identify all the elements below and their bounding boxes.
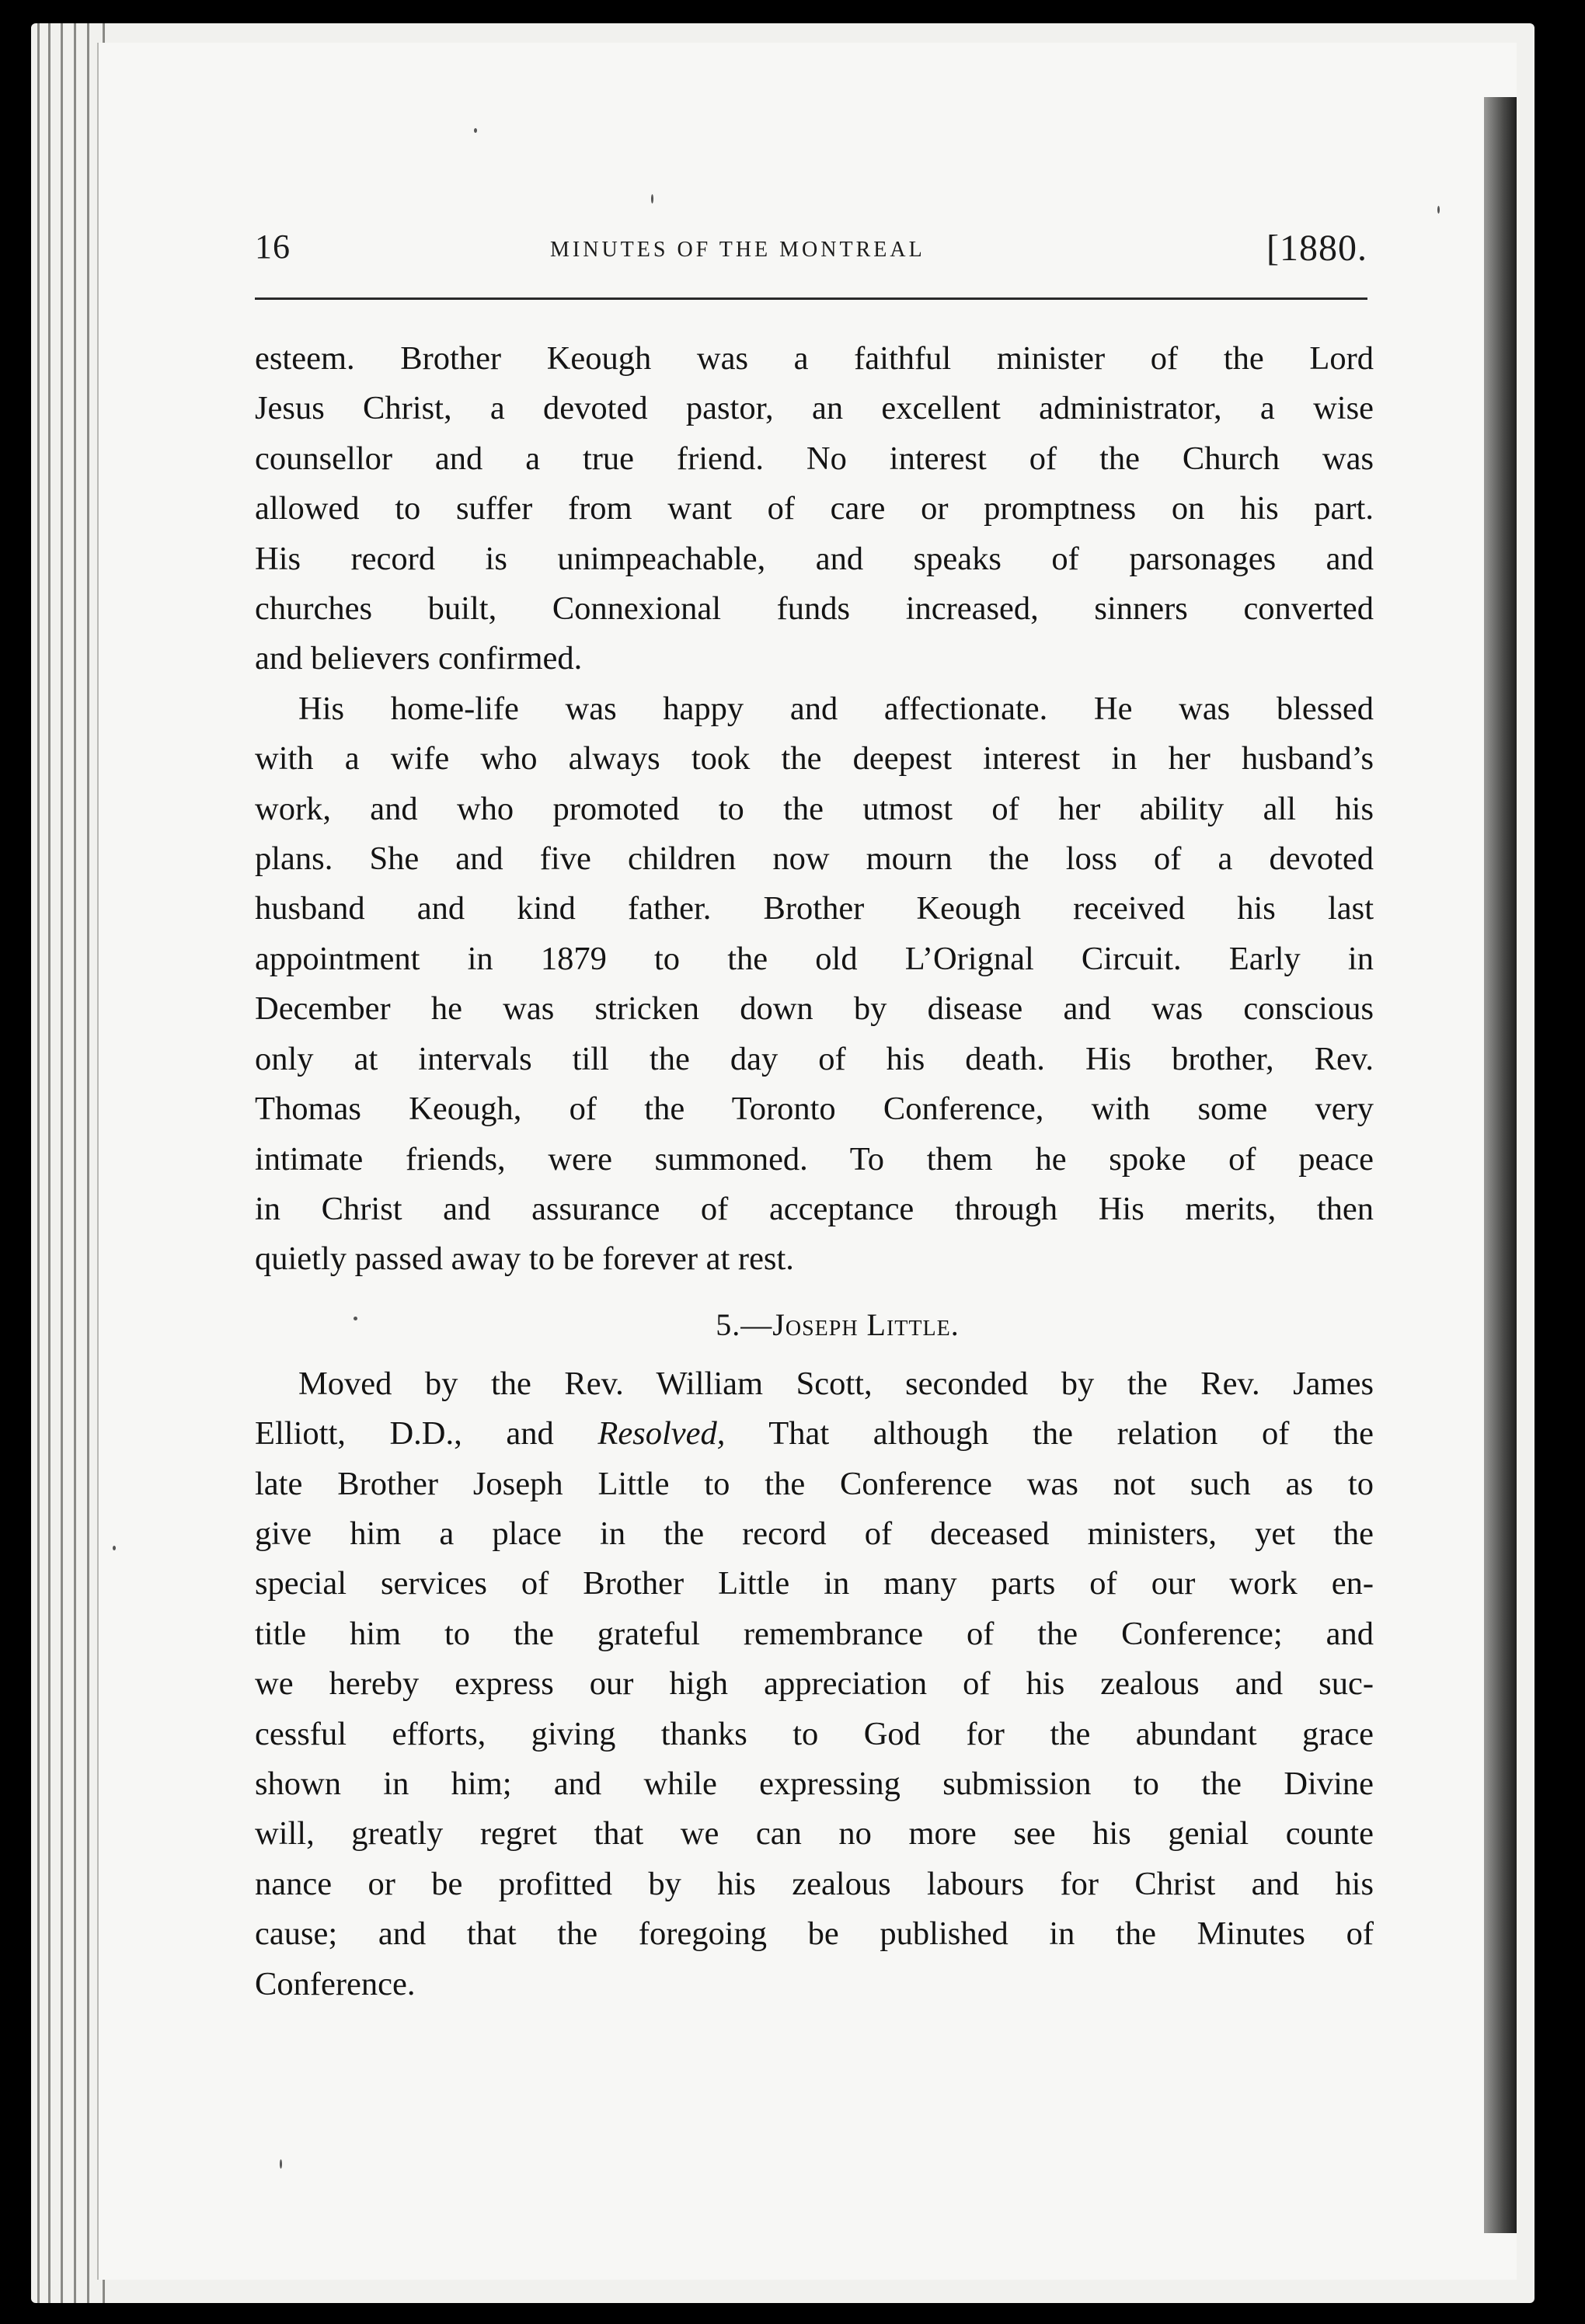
text-line: plans. She and five children now mourn the loss of a devoted: [255, 840, 1374, 878]
text-line: His record is unimpeachable, and speaks of parsonages and: [255, 540, 1374, 577]
page-edge: [48, 23, 51, 2303]
scan-speck: [280, 2159, 282, 2169]
body-text: [255, 334, 1374, 2009]
text-line: work, and who promoted to the utmost of her ability all his: [255, 790, 1374, 827]
page-edge: [87, 23, 89, 2303]
text-run: That although the relation of the: [725, 1415, 1374, 1452]
text-line: and believers confirmed.: [255, 640, 583, 677]
page-edge: [61, 23, 63, 2303]
text-line: His home-life was happy and affectionate. He was blessed: [298, 690, 1374, 727]
text-line: [255, 1409, 1374, 1459]
text-line: appointment in 1879 to the old L’Orignal Circuit. Early in: [255, 940, 1374, 977]
text-line: in Christ and assurance of acceptance through His merits, then: [255, 1190, 1374, 1227]
text-line: title him to the grateful remembrance of the Conference; and: [255, 1615, 1374, 1652]
page-edge: [37, 23, 40, 2303]
scan-speck: [651, 194, 653, 204]
scan-speck: [474, 128, 477, 133]
resolved-italic: Resolved,: [597, 1415, 726, 1452]
text-line: December he was stricken down by disease and was conscious: [255, 990, 1374, 1028]
text-line: special services of Brother Little in many parts of our work en-: [255, 1565, 1374, 1602]
text-line: allowed to suffer from want of care or promptness on his part.: [255, 490, 1374, 527]
scan-speck: [354, 1317, 357, 1320]
text-line: intimate friends, were summoned. To them he spoke of peace: [255, 1140, 1374, 1178]
paragraph-resolution: [255, 1359, 1374, 2009]
running-year: [1880.: [1266, 228, 1367, 269]
text-line: counsellor and a true friend. No interest of the Church was: [255, 440, 1374, 477]
header-rule: [255, 297, 1367, 300]
text-line: husband and kind father. Brother Keough received his last: [255, 890, 1374, 927]
text-line: only at intervals till the day of his death. His brother, Rev.: [255, 1040, 1374, 1077]
text-line: late Brother Joseph Little to the Conference was not such as to: [255, 1465, 1374, 1502]
text-line: cessful efforts, giving thanks to God for the abundant grace: [255, 1715, 1374, 1752]
text-line: with a wife who always took the deepest interest in her husband’s: [255, 740, 1374, 778]
text-line: will, greatly regret that we can no more see his genial counte: [255, 1815, 1374, 1853]
paragraph-home-life: [255, 684, 1374, 1285]
running-header: [255, 227, 1367, 273]
text-line: give him a place in the record of deceased ministers, yet the: [255, 1515, 1374, 1552]
text-line: esteem. Brother Keough was a faithful minister of the Lord: [255, 340, 1374, 377]
page-gutter-shadow: [1484, 97, 1517, 2233]
scan-speck: [113, 1546, 116, 1550]
text-line: nance or be profitted by his zealous labours for Christ and his: [255, 1865, 1374, 1902]
page-number: 16: [255, 228, 291, 266]
scan-speck: [1437, 206, 1440, 214]
running-title: MINUTES OF THE MONTREAL: [550, 238, 925, 262]
section-heading-joseph-little: [255, 1300, 1374, 1350]
text-line: Thomas Keough, of the Toronto Conference, with some very: [255, 1091, 1374, 1128]
text-line: churches built, Connexional funds increased, sinners converted: [255, 590, 1374, 628]
text-run: Elliott, D.D., and: [255, 1415, 598, 1452]
text-line: Jesus Christ, a devoted pastor, an excellent administrator, a wise: [255, 390, 1374, 427]
text-line: shown in him; and while expressing submission to the Divine: [255, 1765, 1374, 1802]
text-line: Conference.: [255, 1965, 416, 2002]
text-line: cause; and that the foregoing be published in the Minutes of: [255, 1915, 1374, 1953]
paragraph-keough-tribute: [255, 334, 1374, 684]
text-line: Moved by the Rev. William Scott, seconded by the Rev. James: [298, 1365, 1374, 1402]
text-line: quietly passed away to be forever at rest.: [255, 1240, 794, 1278]
page-edge: [74, 23, 76, 2303]
text-line: we hereby express our high appreciation of his zealous and suc-: [255, 1665, 1374, 1703]
section-heading-text: 5.—Joseph Little.: [716, 1306, 960, 1342]
